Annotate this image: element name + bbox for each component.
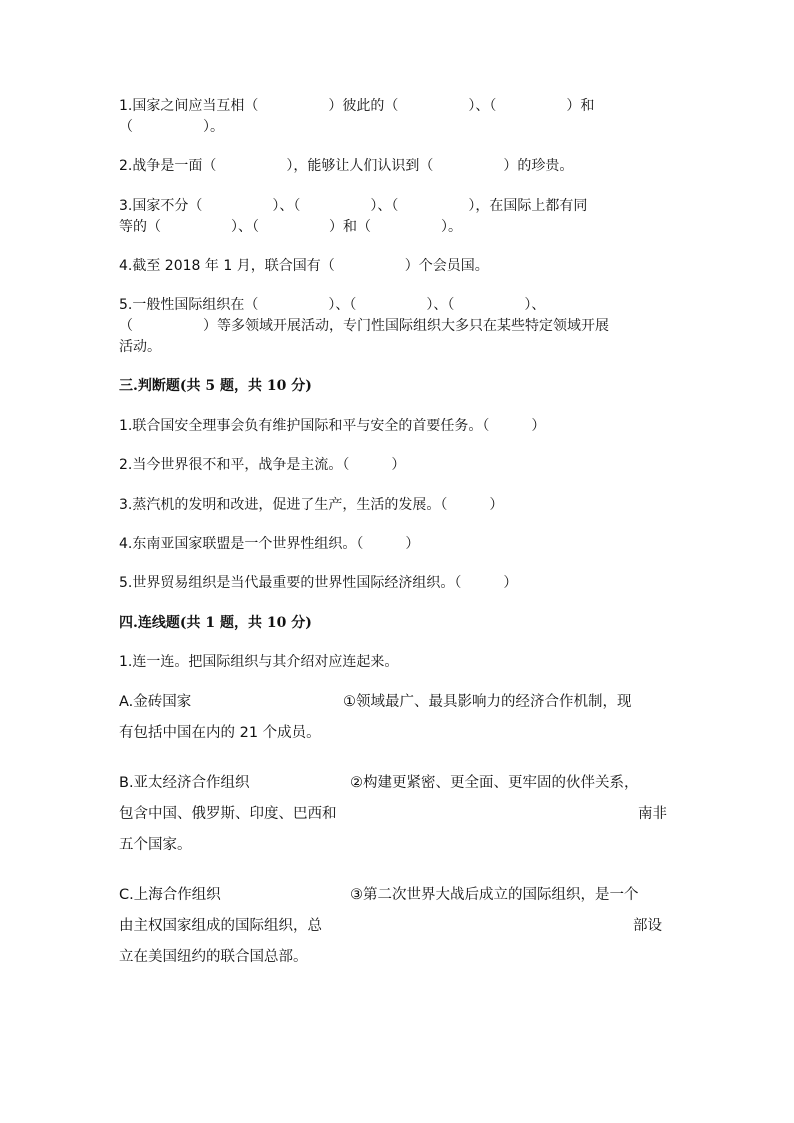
match-a-left: A.金砖国家 [119, 694, 192, 710]
fill-q1-line1: 1.国家之间应当互相（ ）彼此的（ ）、（ ）和 [119, 98, 595, 114]
fill-q3-line1: 3.国家不分（ ）、（ ）、（ ），在国际上都有同 [119, 198, 588, 214]
fill-q5-line1: 5.一般性国际组织在（ ）、（ ）、（ ）、 [119, 297, 546, 313]
judge-item-3: 3.蒸汽机的发明和改进，促进了生产，生活的发展。（ ） [119, 497, 504, 513]
judge-item-2: 2.当今世界很不和平，战争是主流。（ ） [119, 457, 406, 473]
match-c-line2-end: 部设 [633, 918, 662, 934]
section-heading-judge: 三.判断题(共 5 题，共 10 分) [119, 378, 312, 394]
match-b-line2-end: 南非 [638, 806, 667, 822]
section-heading-match: 四.连线题(共 1 题，共 10 分) [119, 615, 312, 631]
match-c-left: C.上海合作组织 [119, 887, 221, 903]
fill-q1-line2: （ ）。 [119, 119, 224, 135]
match-b-line3: 五个国家。 [119, 837, 192, 853]
match-c-line2: 由主权国家组成的国际组织，总 [119, 918, 322, 934]
match-instruction: 1.连一连。把国际组织与其介绍对应连起来。 [119, 654, 399, 670]
fill-q5-line2: （ ）等多领域开展活动，专门性国际组织大多只在某些特定领域开展 [119, 318, 609, 334]
fill-q5-line3: 活动。 [119, 339, 161, 355]
judge-item-5: 5.世界贸易组织是当代最重要的世界性国际经济组织。（ ） [119, 575, 518, 591]
match-c-line3: 立在美国纽约的联合国总部。 [119, 949, 308, 965]
judge-item-1: 1.联合国安全理事会负有维护国际和平与安全的首要任务。（ ） [119, 418, 546, 434]
match-a-line2: 有包括中国在内的 21 个成员。 [119, 725, 321, 741]
match-b-left: B.亚太经济合作组织 [119, 775, 250, 791]
fill-q2: 2.战争是一面（ ），能够让人们认识到（ ）的珍贵。 [119, 158, 574, 174]
fill-q3-line2: 等的（ ）、（ ）和（ ）。 [119, 219, 462, 235]
match-a-right: ①领域最广、最具影响力的经济合作机制，现 [343, 694, 632, 710]
match-c-right: ③第二次世界大战后成立的国际组织，是一个 [350, 887, 639, 903]
judge-item-4: 4.东南亚国家联盟是一个世界性组织。（ ） [119, 536, 420, 552]
match-b-line2: 包含中国、俄罗斯、印度、巴西和 [119, 806, 337, 822]
fill-q4: 4.截至 2018 年 1 月，联合国有（ ）个会员国。 [119, 258, 489, 274]
match-b-right: ②构建更紧密、更全面、更牢固的伙伴关系， [350, 775, 639, 791]
